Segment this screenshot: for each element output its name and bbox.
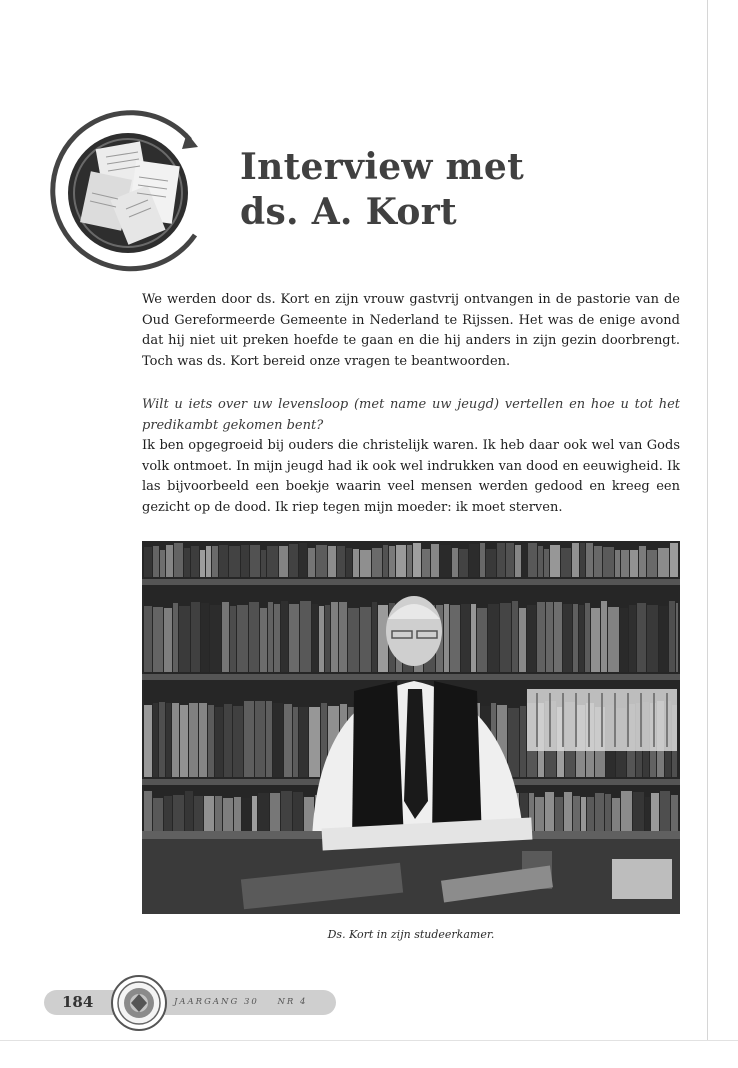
title-line-2: ds. A. Kort	[240, 191, 457, 233]
interview-answer: Ik ben opgegroeid bij ouders die christelijk waren. Ik heb daar ook wel van Gods volk ontmoet. In mijn jeugd had ik ook wel indrukken van dood en eeuwigheid. Ik las bijvoorbeeld een boekje waarin veel mensen werden gedood en kreeg een gezicht op de dood. Ik riep tegen mijn moeder: ik moet sterven.	[142, 438, 680, 515]
article-title	[240, 145, 680, 235]
page-edge-right	[707, 0, 708, 1040]
title-line-1: Interview met	[240, 146, 525, 188]
journal-info	[174, 997, 321, 1007]
journal-seal-icon	[110, 974, 168, 1032]
journal-volume: JAARGANG 30	[174, 997, 259, 1007]
interview-qa	[142, 395, 680, 519]
photo-caption: Ds. Kort in zijn studeerkamer.	[327, 928, 495, 941]
page-number: 184	[62, 993, 94, 1011]
interview-papers-logo	[40, 105, 210, 280]
intro-paragraph: We werden door ds. Kort en zijn vrouw gastvrij ontvangen in de pastorie van de Oud Gereformeerde Gemeente in Nederland te Rijssen. Het was de enige avond dat hij niet uit preken hoefde te gaan en die hij anders in zijn gezin doorbrengt. Toch was ds. Kort bereid onze vragen te beantwoorden.	[142, 292, 680, 369]
study-photo	[142, 541, 680, 914]
interview-question: Wilt u iets over uw levensloop (met name uw jeugd) vertellen en hoe u tot het predikambt gekomen bent?	[142, 397, 680, 433]
journal-issue: NR 4	[277, 997, 308, 1007]
page-edge-bottom	[0, 1040, 738, 1041]
